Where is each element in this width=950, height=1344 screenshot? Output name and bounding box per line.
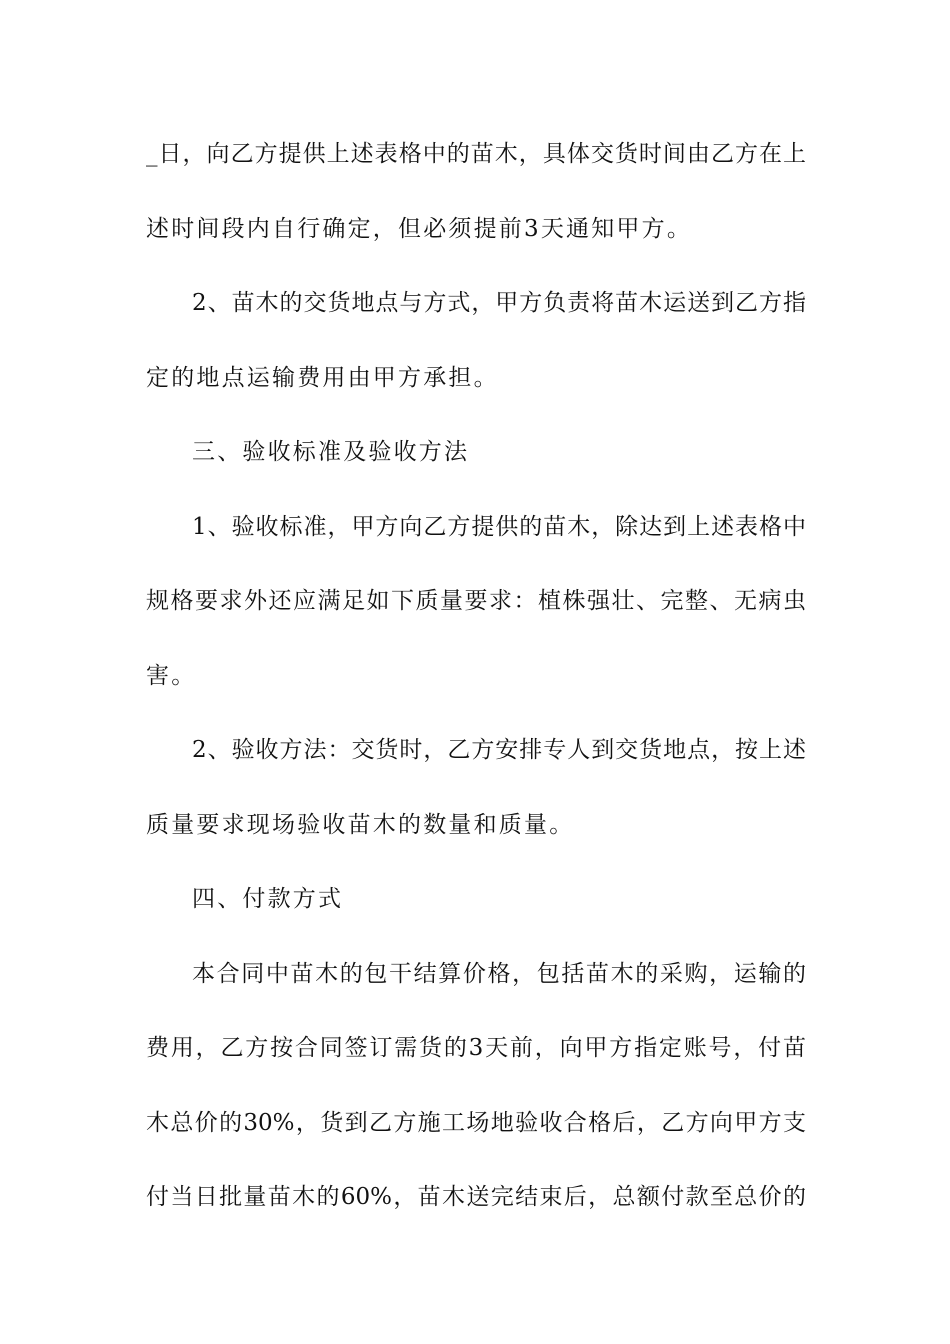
paragraph-line-2: 述时间段内自行确定，但必须提前3天通知甲方。 — [146, 215, 693, 242]
paragraph-line-8: 害。 — [146, 662, 197, 689]
document-body — [146, 130, 806, 1248]
paragraph-line-10: 质量要求现场验收苗木的数量和质量。 — [146, 811, 575, 838]
paragraph-line-9: 2、验收方法：交货时，乙方安排专人到交货地点，按上述 — [192, 737, 806, 763]
paragraph-line-3: 2、苗木的交货地点与方式，甲方负责将苗木运送到乙方指 — [192, 290, 806, 316]
paragraph-line-13: 费用，乙方按合同签订需货的3天前，向甲方指定账号，付苗 — [146, 1035, 806, 1061]
paragraph-line-6: 1、验收标准，甲方向乙方提供的苗木，除达到上述表格中 — [192, 513, 806, 540]
paragraph-line-15: 付当日批量苗木的60%，苗木送完结束后，总额付款至总价的 — [146, 1184, 806, 1210]
paragraph-line-4: 定的地点运输费用由甲方承担。 — [146, 364, 499, 391]
paragraph-line-14: 木总价的30%，货到乙方施工场地验收合格后，乙方向甲方支 — [146, 1109, 806, 1136]
section-heading-payment: 四、付款方式 — [192, 886, 344, 912]
paragraph-line-1: _日，向乙方提供上述表格中的苗木，具体交货时间由乙方在上 — [146, 141, 806, 167]
paragraph-line-7: 规格要求外还应满足如下质量要求：植株强壮、完整、无病虫 — [146, 588, 806, 614]
paragraph-line-12: 本合同中苗木的包干结算价格，包括苗木的采购，运输的 — [192, 960, 806, 987]
section-heading-acceptance: 三、验收标准及验收方法 — [192, 439, 470, 465]
